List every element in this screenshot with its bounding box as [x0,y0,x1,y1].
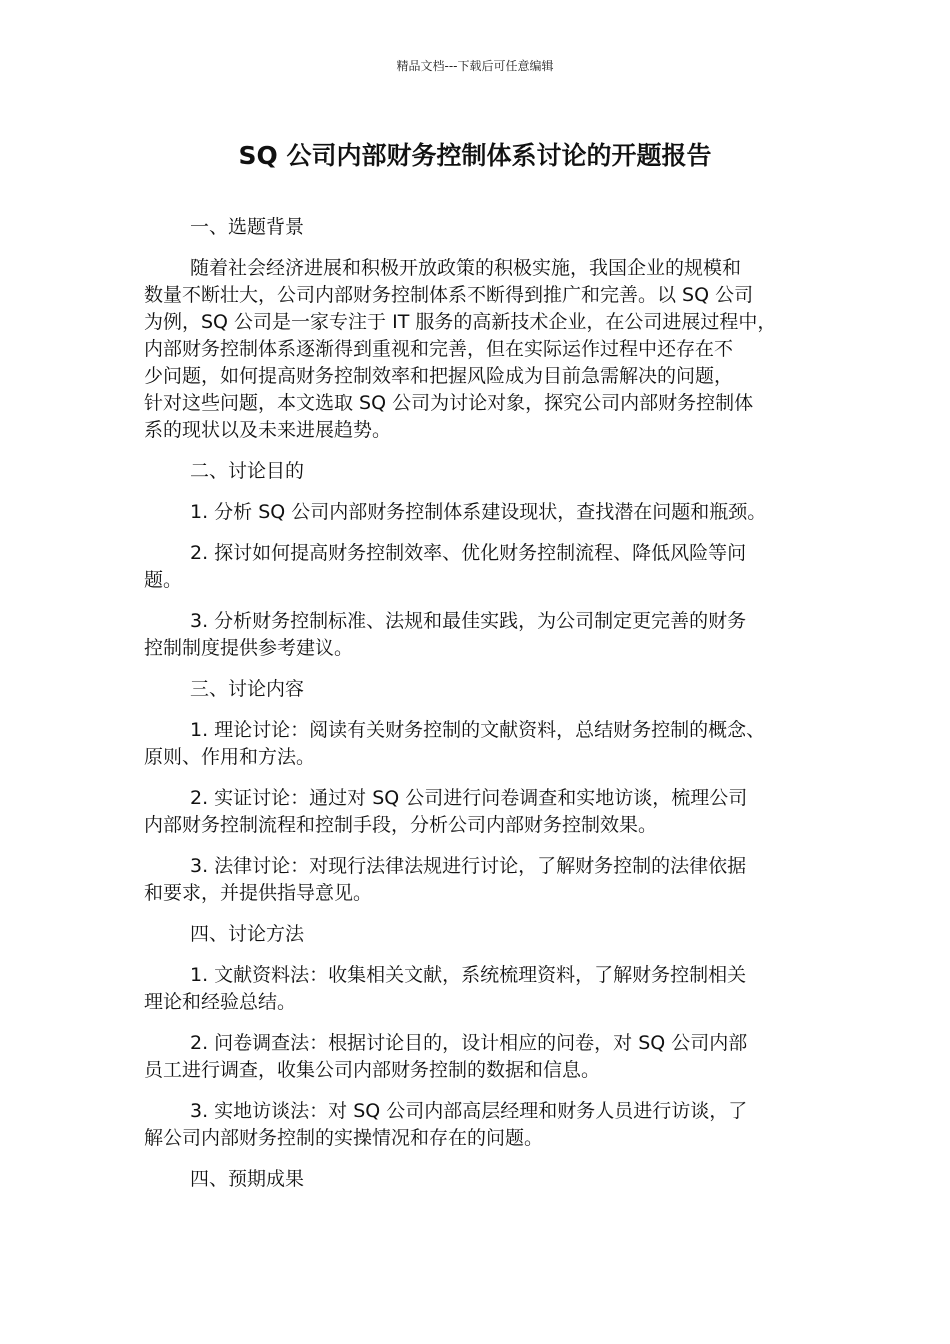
section-heading-background: 一、选题背景 [190,216,305,238]
paragraph-line: 少问题，如何提高财务控制效率和把握风险成为目前急需解决的问题， [144,365,734,387]
paragraph-line: 员工进行调查，收集公司内部财务控制的数据和信息。 [144,1059,601,1081]
paragraph-line: 数量不断壮大，公司内部财务控制体系不断得到推广和完善。以 SQ 公司 [144,284,754,306]
content-item-1 [144,717,824,771]
paragraph-line: 理论和经验总结。 [144,991,297,1013]
purpose-item-2 [144,540,824,594]
document-body [144,214,824,1207]
paragraph-line: 2. 实证讨论：通过对 SQ 公司进行问卷调查和实地访谈，梳理公司 [190,787,748,809]
paragraph-line: 解公司内部财务控制的实操情况和存在的问题。 [144,1127,544,1149]
paragraph-line: 1. 分析 SQ 公司内部财务控制体系建设现状，查找潜在问题和瓶颈。 [190,501,767,523]
purpose-item-1 [144,499,824,526]
paragraph-line: 2. 探讨如何提高财务控制效率、优化财务控制流程、降低风险等问 [190,542,747,564]
paragraph-line: 1. 理论讨论：阅读有关财务控制的文献资料，总结财务控制的概念、 [190,719,766,741]
paragraph-line: 题。 [144,569,183,591]
paragraph-line: 1. 文献资料法：收集相关文献，系统梳理资料，了解财务控制相关 [190,964,747,986]
paragraph-line: 2. 问卷调查法：根据讨论目的，设计相应的问卷，对 SQ 公司内部 [190,1032,748,1054]
content-item-2 [144,785,824,839]
paragraph-line: 原则、作用和方法。 [144,746,316,768]
section-heading-expected-results: 四、预期成果 [190,1168,305,1190]
purpose-item-3 [144,608,824,662]
paragraph-line: 为例，SQ 公司是一家专注于 IT 服务的高新技术企业，在公司进展过程中， [144,311,777,333]
section-heading-methods: 四、讨论方法 [190,923,305,945]
header-note: 精品文档---下载后可任意编辑 [396,59,554,73]
section-heading-purpose: 二、讨论目的 [190,460,305,482]
paragraph-line: 内部财务控制流程和控制手段，分析公司内部财务控制效果。 [144,814,658,836]
paragraph-line: 3. 实地访谈法：对 SQ 公司内部高层经理和财务人员进行访谈，了 [190,1100,748,1122]
paragraph-line: 内部财务控制体系逐渐得到重视和完善，但在实际运作过程中还存在不 [144,338,734,360]
paragraph-line: 针对这些问题，本文选取 SQ 公司为讨论对象，探究公司内部财务控制体 [144,392,754,414]
section-heading-content: 三、讨论内容 [190,678,305,700]
paragraph-line: 3. 法律讨论：对现行法律法规进行讨论，了解财务控制的法律依据 [190,855,747,877]
content-item-3 [144,853,824,907]
paragraph-line: 控制制度提供参考建议。 [144,637,354,659]
paragraph-line: 3. 分析财务控制标准、法规和最佳实践，为公司制定更完善的财务 [190,610,747,632]
paragraph-line: 系的现状以及未来进展趋势。 [144,419,392,441]
paragraph-line: 随着社会经济进展和积极开放政策的积极实施，我国企业的规模和 [190,257,742,279]
method-item-1 [144,962,824,1016]
paragraph-line: 和要求，并提供指导意见。 [144,882,373,904]
document-title: SQ 公司内部财务控制体系讨论的开题报告 [238,141,712,170]
method-item-3 [144,1098,824,1152]
background-paragraph [144,255,824,444]
method-item-2 [144,1030,824,1084]
